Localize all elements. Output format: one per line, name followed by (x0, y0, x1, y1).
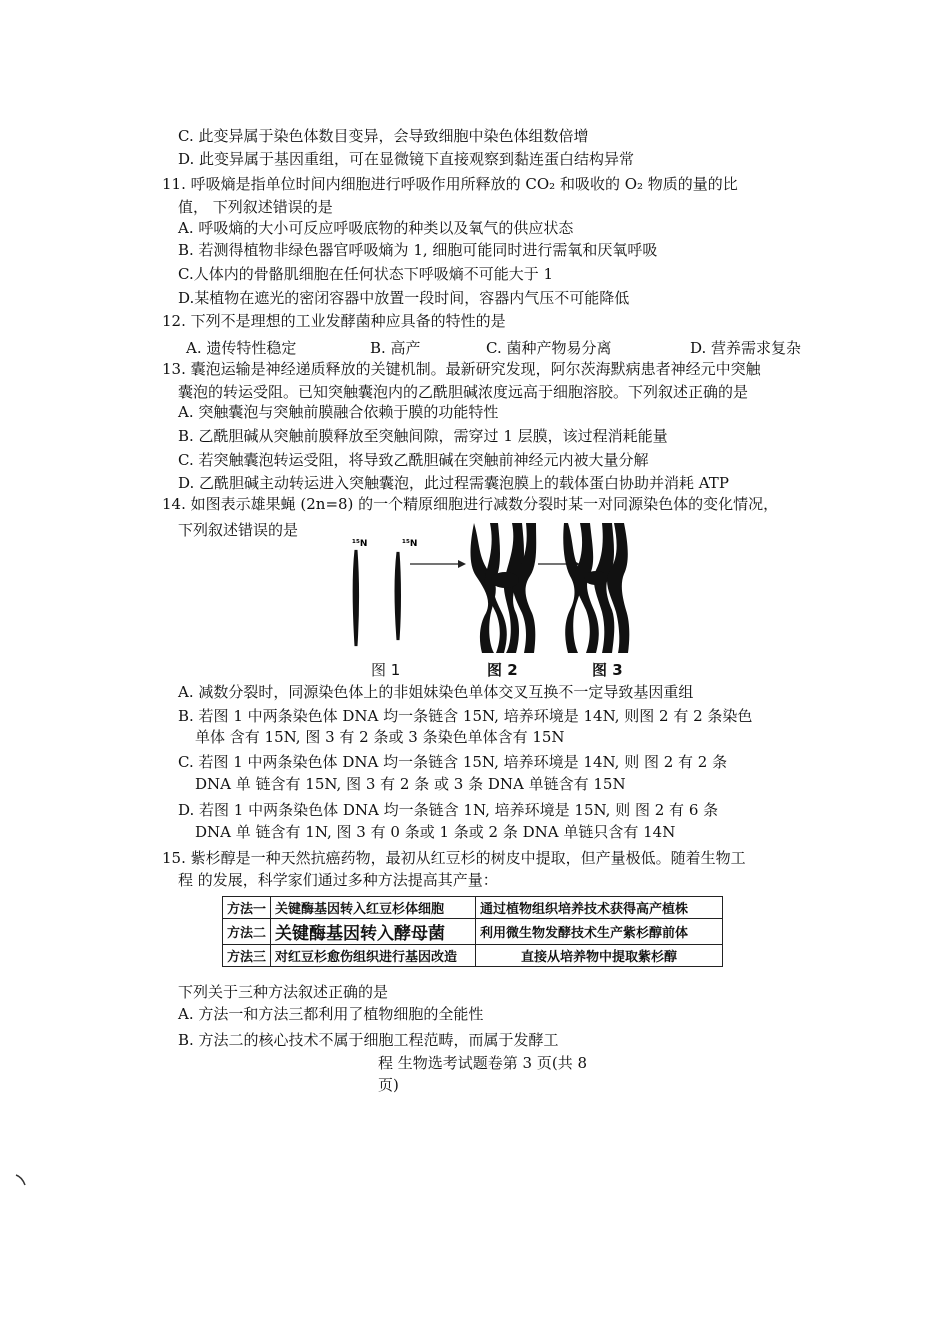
page-footer-cont: 页) (378, 1076, 399, 1094)
method-step-2: 利用微生物发酵技术生产紫杉醇前体 (476, 919, 723, 945)
q11-option-d: D.某植物在遮光的密闭容器中放置一段时间，容器内气压不可能降低 (178, 289, 630, 307)
q15-stem-cont: 程 的发展，科学家们通过多种方法提高其产量： (178, 871, 498, 889)
q12-option-b: B. 高产 (370, 339, 421, 357)
q13-stem: 13. 囊泡运输是神经递质释放的关键机制。最新研究发现，阿尔茨海默病患者神经元中突触 (162, 360, 761, 378)
method-step-2: 直接从培养物中提取紫杉醇 (476, 945, 723, 967)
q11-option-a: A. 呼吸熵的大小可反应呼吸底物的种类以及氧气的供应状态 (178, 219, 574, 237)
q13-option-a: A. 突触囊泡与突触前膜融合依赖于膜的功能特性 (178, 403, 499, 421)
method-step-1: 关键酶基因转入红豆杉体细胞 (271, 897, 476, 919)
q12-option-a: A. 遗传特性稳定 (186, 339, 297, 357)
q11-option-b: B. 若测得植物非绿色器官呼吸熵为 1, 细胞可能同时进行需氧和厌氧呼吸 (178, 241, 658, 259)
q14-option-c-cont: DNA 单 链含有 15N, 图 3 有 2 条 或 3 条 DNA 单链含有 15N (195, 775, 626, 793)
q11-stem: 11. 呼吸熵是指单位时间内细胞进行呼吸作用所释放的 CO₂ 和吸收的 O₂ 物质的量的比 (162, 175, 738, 193)
q14-option-d: D. 若图 1 中两条染色体 DNA 均一条链含 1N, 培养环境是 15N, 则 图 2 有 6 条 (178, 801, 719, 819)
n15-label-1: ¹⁵N (352, 539, 368, 549)
q13-stem-cont: 囊泡的转运受阻。已知突触囊泡内的乙酰胆碱浓度远高于细胞溶胶。下列叙述正确的是 (178, 383, 749, 401)
scan-mark (14, 1172, 28, 1188)
q12-option-d: D. 营养需求复杂 (690, 339, 802, 357)
method-name: 方法二 (223, 919, 271, 945)
q14-option-c: C. 若图 1 中两条染色体 DNA 均一条链含 15N, 培养环境是 14N, 则 图 2 有 2 条 (178, 753, 728, 771)
arrow-1 (410, 560, 466, 568)
q12-option-c: C. 菌种产物易分离 (486, 339, 612, 357)
chromosome-figure (340, 518, 640, 658)
n15-label-2: ¹⁵N (402, 539, 418, 549)
q14-stem: 14. 如图表示雄果蝇 (2n=8) 的一个精原细胞进行减数分裂时某一对同源染色体的变化情况， (162, 495, 779, 513)
figure-1-chromosomes (352, 539, 417, 646)
q15-ask: 下列关于三种方法叙述正确的是 (178, 983, 389, 1001)
q10-option-c: C. 此变异属于染色体数目变异，会导致细胞中染色体组数倍增 (178, 127, 589, 145)
q15-option-b: B. 方法二的核心技术不属于细胞工程范畴，而属于发酵工 (178, 1031, 559, 1049)
method-step-1: 关键酶基因转入酵母菌 (271, 919, 476, 945)
method-name: 方法一 (223, 897, 271, 919)
figure-2-caption: 图 2 (487, 661, 518, 679)
figure-3-tetrad (563, 523, 629, 653)
q13-option-d: D. 乙酰胆碱主动转运进入突触囊泡，此过程需囊泡膜上的载体蛋白协助并消耗 ATP (178, 474, 729, 492)
table-row (223, 919, 723, 945)
page-footer: 程 生物选考试题卷第 3 页(共 8 (378, 1054, 588, 1072)
table-row (223, 945, 723, 967)
method-name: 方法三 (223, 945, 271, 967)
figure-1-caption: 图 1 (371, 661, 401, 679)
figure-2-tetrad (471, 523, 537, 653)
q14-option-a: A. 减数分裂时，同源染色体上的非姐妹染色单体交叉互换不一定导致基因重组 (178, 683, 694, 701)
table-row (223, 897, 723, 919)
q15-option-a: A. 方法一和方法三都利用了植物细胞的全能性 (178, 1005, 484, 1023)
method-step-2: 通过植物组织培养技术获得高产植株 (476, 897, 723, 919)
q14-option-d-cont: DNA 单 链含有 1N, 图 3 有 0 条或 1 条或 2 条 DNA 单链只含有 14N (195, 823, 676, 841)
q14-option-b: B. 若图 1 中两条染色体 DNA 均一条链含 15N, 培养环境是 14N, 则图 2 有 2 条染色 (178, 707, 753, 725)
method-step-1: 对红豆杉愈伤组织进行基因改造 (271, 945, 476, 967)
q14-stem-cont: 下列叙述错误的是 (178, 521, 299, 539)
q11-option-c: C.人体内的骨骼肌细胞在任何状态下呼吸熵不可能大于 1 (178, 265, 554, 283)
q12-stem: 12. 下列不是理想的工业发酵菌种应具备的特性的是 (162, 312, 506, 330)
q11-stem-cont: 值， 下列叙述错误的是 (178, 198, 333, 216)
figure-3-caption: 图 3 (592, 661, 623, 679)
q15-stem: 15. 紫杉醇是一种天然抗癌药物，最初从红豆杉的树皮中提取，但产量极低。随着生物工 (162, 849, 746, 867)
q14-option-b-cont: 单体 含有 15N, 图 3 有 2 条或 3 条染色单体含有 15N (195, 728, 565, 746)
methods-table (222, 896, 723, 967)
q13-option-b: B. 乙酰胆碱从突触前膜释放至突触间隙，需穿过 1 层膜，该过程消耗能量 (178, 427, 668, 445)
q10-option-d: D. 此变异属于基因重组，可在显微镜下直接观察到黏连蛋白结构异常 (178, 150, 635, 168)
q13-option-c: C. 若突触囊泡转运受阻，将导致乙酰胆碱在突触前神经元内被大量分解 (178, 451, 649, 469)
